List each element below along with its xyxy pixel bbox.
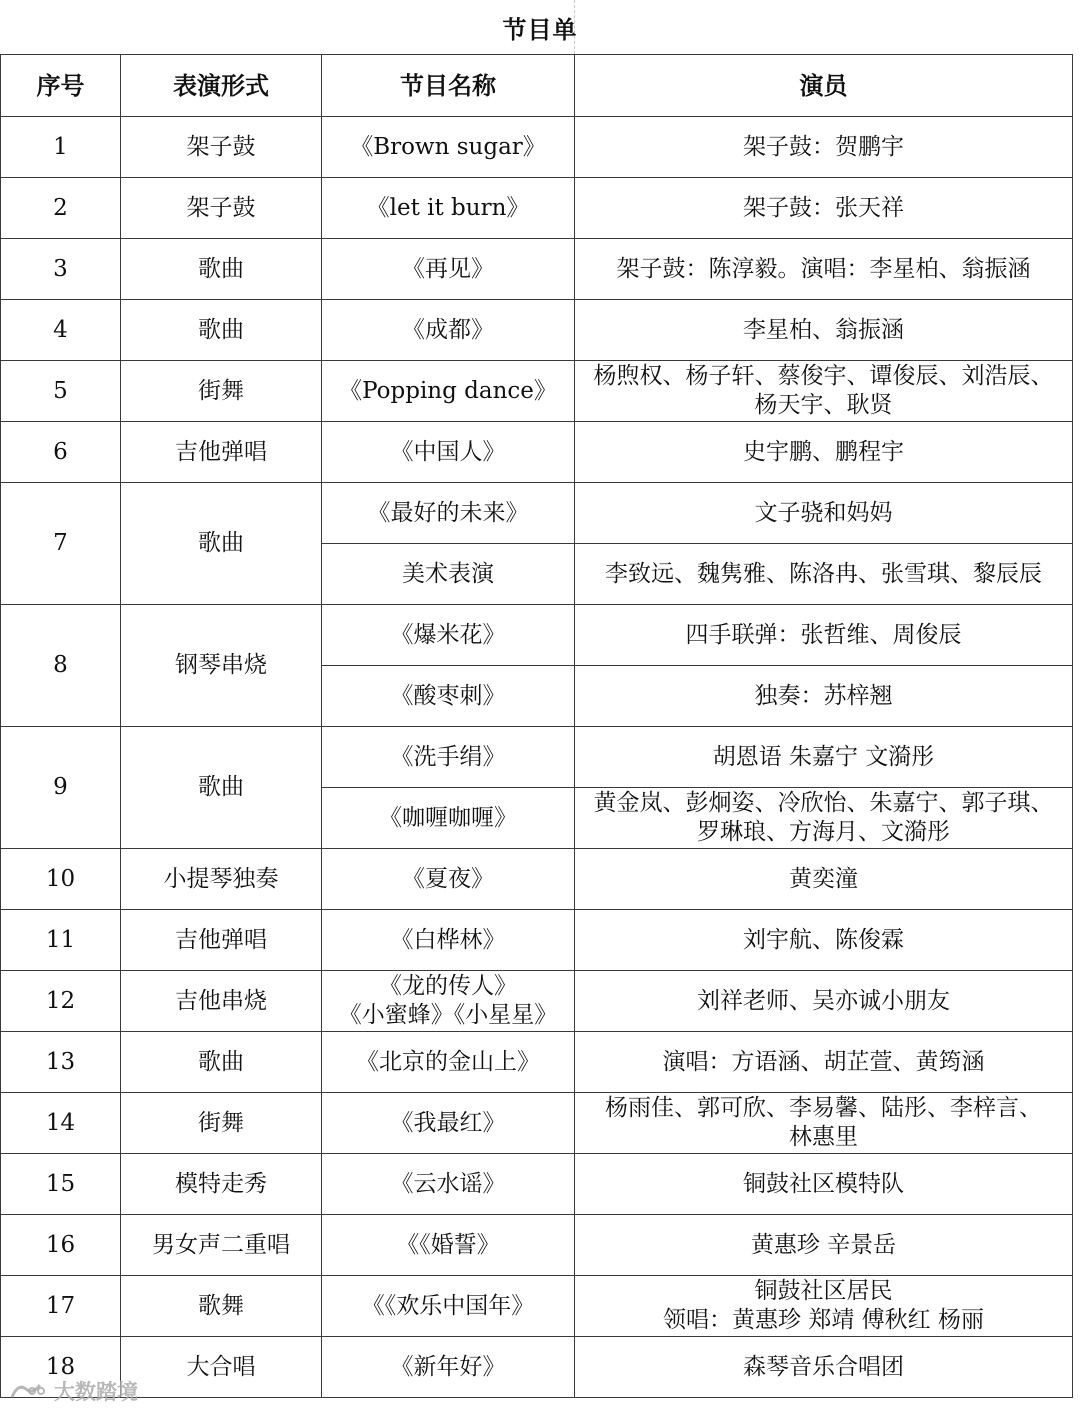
performers-cell: [575, 1093, 1073, 1154]
seq-cell: 13: [1, 1032, 121, 1093]
program-name-cell: 《酸枣刺》: [322, 666, 575, 727]
form-cell: 歌舞: [121, 1276, 322, 1337]
header-seq: 序号: [1, 55, 121, 117]
seq-cell: 8: [1, 605, 121, 727]
program-name-cell: 美术表演: [322, 544, 575, 605]
table-row: [1, 422, 1073, 483]
performers-line: 黄金岚、彭炯姿、冷欣怡、朱嘉宁、郭子琪、: [593, 790, 1054, 816]
header-performers: 演员: [575, 55, 1073, 117]
performers-cell: 刘祥老师、吴亦诚小朋友: [575, 971, 1073, 1032]
form-cell: 街舞: [121, 361, 322, 422]
form-cell: 大合唱: [121, 1337, 322, 1398]
program-name-cell: 《爆米花》: [322, 605, 575, 666]
program-name-cell: 《最好的未来》: [322, 483, 575, 544]
seq-cell: 1: [1, 117, 121, 178]
performers-line: 林惠里: [789, 1124, 858, 1150]
performers-cell: 森琴音乐合唱团: [575, 1337, 1073, 1398]
performers-line: 杨煦权、杨子轩、蔡俊宇、谭俊辰、刘浩辰、: [593, 363, 1054, 389]
table-row: [1, 483, 1073, 544]
seq-cell: 15: [1, 1154, 121, 1215]
seq-cell: 10: [1, 849, 121, 910]
program-name-cell: 《北京的金山上》: [322, 1032, 575, 1093]
performers-line: 铜鼓社区居民: [754, 1278, 893, 1304]
performers-cell: 演唱：方语涵、胡芷萱、黄筠涵: [575, 1032, 1073, 1093]
form-cell: 歌曲: [121, 1032, 322, 1093]
form-cell: 架子鼓: [121, 178, 322, 239]
seq-cell: 6: [1, 422, 121, 483]
form-cell: 歌曲: [121, 727, 322, 849]
performers-cell: 架子鼓：贺鹏宇: [575, 117, 1073, 178]
seq-cell: 7: [1, 483, 121, 605]
seq-cell: 9: [1, 727, 121, 849]
program-name-cell: 《咖喱咖喱》: [322, 788, 575, 849]
program-name-cell: [322, 971, 575, 1032]
seq-cell: 18: [1, 1337, 121, 1398]
performers-cell: 架子鼓：张天祥: [575, 178, 1073, 239]
form-cell: 歌曲: [121, 483, 322, 605]
program-table: [0, 54, 1073, 1398]
table-row: [1, 727, 1073, 788]
performers-cell: 四手联弹：张哲维、周俊辰: [575, 605, 1073, 666]
program-name-cell: 《《婚誓》: [322, 1215, 575, 1276]
table-row: [1, 361, 1073, 422]
performers-cell: [575, 1276, 1073, 1337]
program-name-cell: 《let it burn》: [322, 178, 575, 239]
table-row: [1, 1276, 1073, 1337]
seq-cell: 14: [1, 1093, 121, 1154]
program-name-cell: 《《欢乐中国年》: [322, 1276, 575, 1337]
performers-cell: 黄惠珍 辛景岳: [575, 1215, 1073, 1276]
performers-cell: 史宇鹏、鹏程宇: [575, 422, 1073, 483]
header-form: 表演形式: [121, 55, 322, 117]
performers-cell: [575, 788, 1073, 849]
form-cell: 歌曲: [121, 239, 322, 300]
table-row: [1, 1032, 1073, 1093]
program-name-cell: 《再见》: [322, 239, 575, 300]
program-name-cell: 《成都》: [322, 300, 575, 361]
form-cell: 吉他弹唱: [121, 910, 322, 971]
program-name-cell: 《新年好》: [322, 1337, 575, 1398]
performers-line: 罗琳琅、方海月、文漪彤: [697, 819, 950, 845]
performers-cell: 李致远、魏隽雅、陈洛冉、张雪琪、黎辰辰: [575, 544, 1073, 605]
page-title: 节目单: [502, 14, 578, 44]
performers-line: 杨雨佳、郭可欣、李易馨、陆彤、李梓言、: [605, 1095, 1042, 1121]
performers-cell: 铜鼓社区模特队: [575, 1154, 1073, 1215]
table-row: [1, 1093, 1073, 1154]
performers-cell: 胡恩语 朱嘉宁 文漪彤: [575, 727, 1073, 788]
seq-cell: 4: [1, 300, 121, 361]
table-row: [1, 239, 1073, 300]
header-row: [1, 55, 1073, 117]
watermark-text: 大数踏境: [54, 1380, 138, 1404]
program-name-cell: 《洗手绢》: [322, 727, 575, 788]
seq-cell: 5: [1, 361, 121, 422]
performers-cell: 文子骁和妈妈: [575, 483, 1073, 544]
seq-cell: 17: [1, 1276, 121, 1337]
table-row: [1, 605, 1073, 666]
program-name-cell: 《中国人》: [322, 422, 575, 483]
program-name-cell: 《云水谣》: [322, 1154, 575, 1215]
form-cell: 吉他串烧: [121, 971, 322, 1032]
performers-cell: 独奏：苏梓翘: [575, 666, 1073, 727]
watermark: [8, 1374, 138, 1408]
table-row: [1, 849, 1073, 910]
form-cell: 吉他弹唱: [121, 422, 322, 483]
sheet-gridline: [574, 0, 575, 54]
table-row: [1, 910, 1073, 971]
header-name: 节目名称: [322, 55, 575, 117]
table-row: [1, 117, 1073, 178]
form-cell: 架子鼓: [121, 117, 322, 178]
form-cell: 模特走秀: [121, 1154, 322, 1215]
program-name-cell: 《我最红》: [322, 1093, 575, 1154]
seq-cell: 2: [1, 178, 121, 239]
seq-cell: 12: [1, 971, 121, 1032]
program-name-cell: 《夏夜》: [322, 849, 575, 910]
seq-cell: 11: [1, 910, 121, 971]
watermark-logo-icon: [8, 1379, 48, 1403]
table-row: [1, 971, 1073, 1032]
program-name-cell: 《白桦林》: [322, 910, 575, 971]
form-cell: 男女声二重唱: [121, 1215, 322, 1276]
form-cell: 钢琴串烧: [121, 605, 322, 727]
performers-cell: 刘宇航、陈俊霖: [575, 910, 1073, 971]
table-row: [1, 178, 1073, 239]
table-row: [1, 1337, 1073, 1398]
program-name-cell: 《Brown sugar》: [322, 117, 575, 178]
table-row: [1, 1154, 1073, 1215]
performers-cell: [575, 361, 1073, 422]
program-name-line: 《小蜜蜂》《小星星》: [338, 1002, 558, 1028]
table-row: [1, 300, 1073, 361]
performers-cell: 黄奕潼: [575, 849, 1073, 910]
performers-cell: 李星柏、翁振涵: [575, 300, 1073, 361]
table-row: [1, 1215, 1073, 1276]
form-cell: 街舞: [121, 1093, 322, 1154]
seq-cell: 16: [1, 1215, 121, 1276]
form-cell: 小提琴独奏: [121, 849, 322, 910]
program-name-cell: 《Popping dance》: [322, 361, 575, 422]
form-cell: 歌曲: [121, 300, 322, 361]
performers-cell: 架子鼓：陈淳毅。演唱：李星柏、翁振涵: [575, 239, 1073, 300]
program-name-line: 《龙的传人》: [379, 973, 517, 999]
seq-cell: 3: [1, 239, 121, 300]
performers-line: 领唱：黄惠珍 郑靖 傅秋红 杨丽: [663, 1307, 984, 1333]
performers-line: 杨天宇、耿贤: [754, 392, 893, 418]
